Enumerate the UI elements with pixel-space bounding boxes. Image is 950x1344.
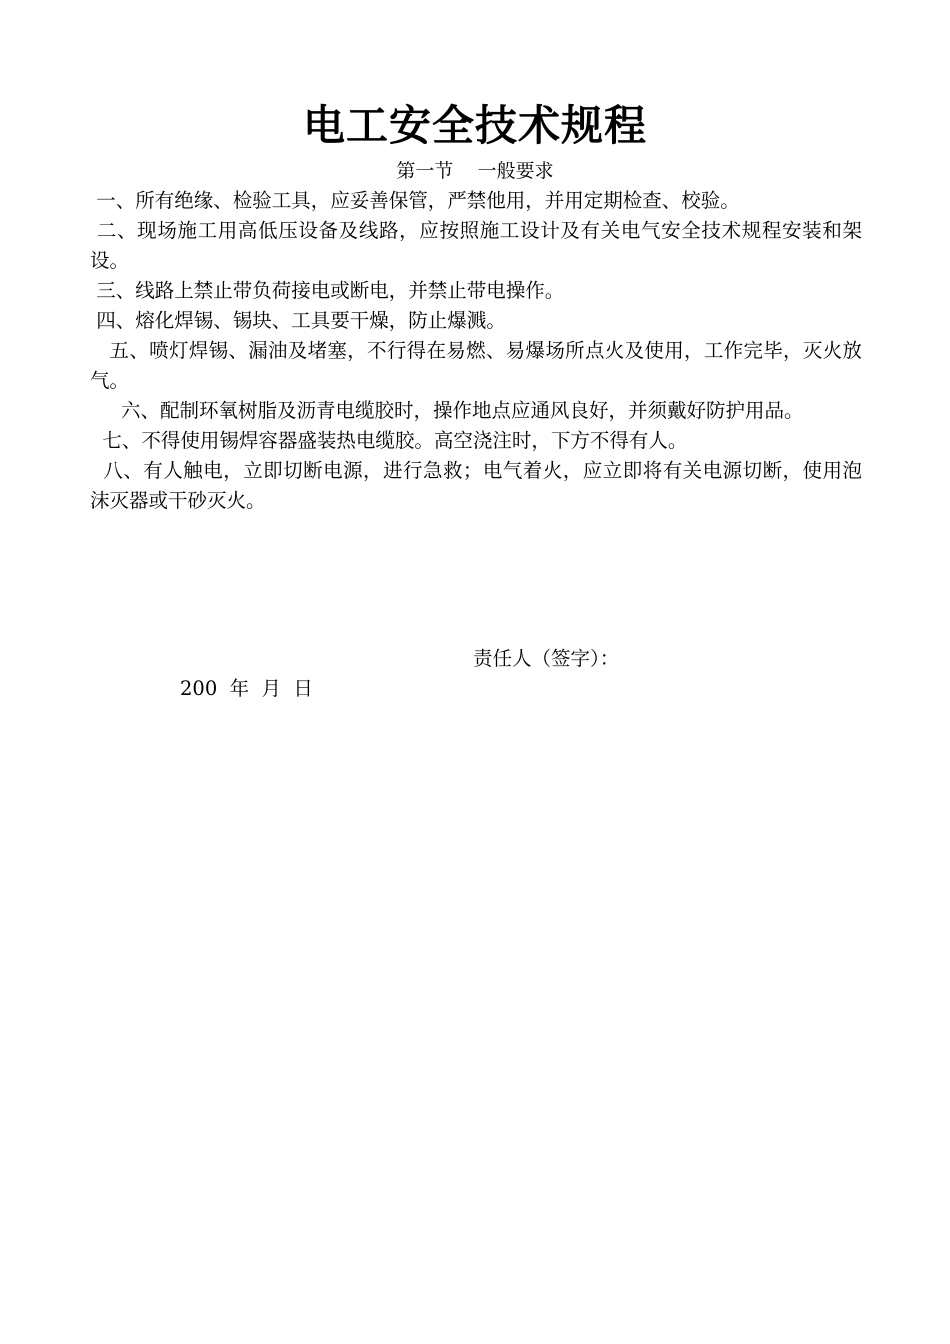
signature-label: 责任人（签字）： <box>473 647 620 670</box>
section-heading: 第一节 一般要求 <box>396 160 554 182</box>
rule-paragraph-5: 五、喷灯焊锡、漏油及堵塞，不行得在易燃、易爆场所点火及使用，工作完毕，灭火放气。 <box>90 339 862 392</box>
rules-body <box>90 186 862 516</box>
rule-paragraph-6: 六、配制环氧树脂及沥青电缆胶时，操作地点应通风良好，并须戴好防护用品。 <box>90 399 804 422</box>
rule-paragraph-3: 三、线路上禁止带负荷接电或断电，并禁止带电操作。 <box>90 279 565 302</box>
rule-paragraph-4: 四、熔化焊锡、锡块、工具要干燥，防止爆溅。 <box>90 309 506 332</box>
rule-paragraph-1: 一、所有绝缘、检验工具，应妥善保管，严禁他用，并用定期检查、校验。 <box>90 189 740 212</box>
rule-paragraph-7: 七、不得使用锡焊容器盛装热电缆胶。高空浇注时，下方不得有人。 <box>90 429 688 452</box>
rule-paragraph-8: 八、有人触电，立即切断电源，进行急救；电气着火，应立即将有关电源切断，使用泡沫灭器或干砂灭火。 <box>90 459 862 512</box>
date-line: 200 年 月 日 <box>180 677 313 700</box>
rule-paragraph-2: 二、现场施工用高低压设备及线路，应按照施工设计及有关电气安全技术规程安装和架设。 <box>90 219 862 272</box>
document-title: 电工安全技术规程 <box>302 101 647 150</box>
